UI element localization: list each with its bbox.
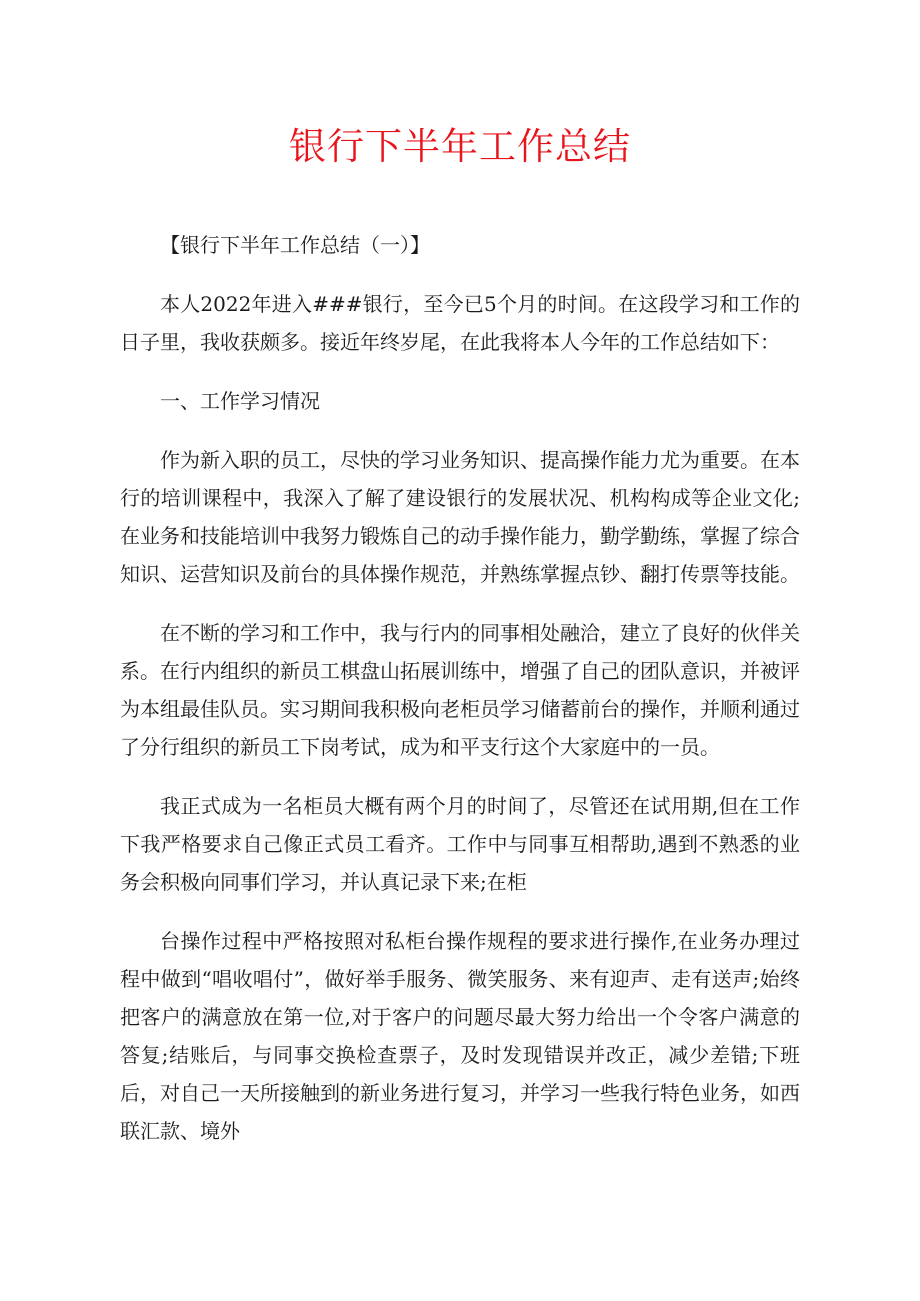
heading-work-study: 一、工作学习情况: [160, 389, 320, 413]
paragraph-teamwork: 在不断的学习和工作中，我与行内的同事相处融洽，建立了良好的伙伴关系。在行内组织的新员工棋盘山拓展训练中，增强了自己的团队意识，并被评为本组最佳队员。实习期间我积极向老柜员学习储蓄前台的操作，并顺利通过了分行组织的新员工下岗考试，成为和平支行这个大家庭中的一员。: [120, 621, 800, 759]
section-heading: 【银行下半年工作总结（一）】: [160, 233, 430, 257]
paragraph-intro: 本人2022年进入###银行，至今已5个月的时间。在这段学习和工作的日子里，我收获颇多。接近年终岁尾，在此我将本人今年的工作总结如下：: [120, 292, 800, 354]
paragraph-counter-operations: 台操作过程中严格按照对私柜台操作规程的要求进行操作,在业务办理过程中做到“唱收唱付”，做好举手服务、微笑服务、来有迎声、走有送声;始终把客户的满意放在第一位,对于客户的问题尽最大努力给出一个令客户满意的答复;结账后，与同事交换检查票子，及时发现错误并改正，减少差错;下班后，对自己一天所接触到的新业务进行复习，并学习一些我行特色业务，如西联汇款、境外: [120, 929, 800, 1143]
paragraph-training: 作为新入职的员工，尽快的学习业务知识、提高操作能力尤为重要。在本行的培训课程中，我深入了解了建设银行的发展状况、机构构成等企业文化;在业务和技能培训中我努力锻炼自己的动手操作能力，勤学勤练，掌握了综合知识、运营知识及前台的具体操作规范，并熟练掌握点钞、翻打传票等技能。: [120, 448, 800, 586]
document-title: 银行下半年工作总结: [289, 125, 631, 168]
document-body: [120, 226, 800, 1150]
paragraph-teller: 我正式成为一名柜员大概有两个月的时间了，尽管还在试用期,但在工作下我严格要求自己像正式员工看齐。工作中与同事互相帮助,遇到不熟悉的业务会积极向同事们学习，并认真记录下来;在柜: [120, 794, 800, 894]
